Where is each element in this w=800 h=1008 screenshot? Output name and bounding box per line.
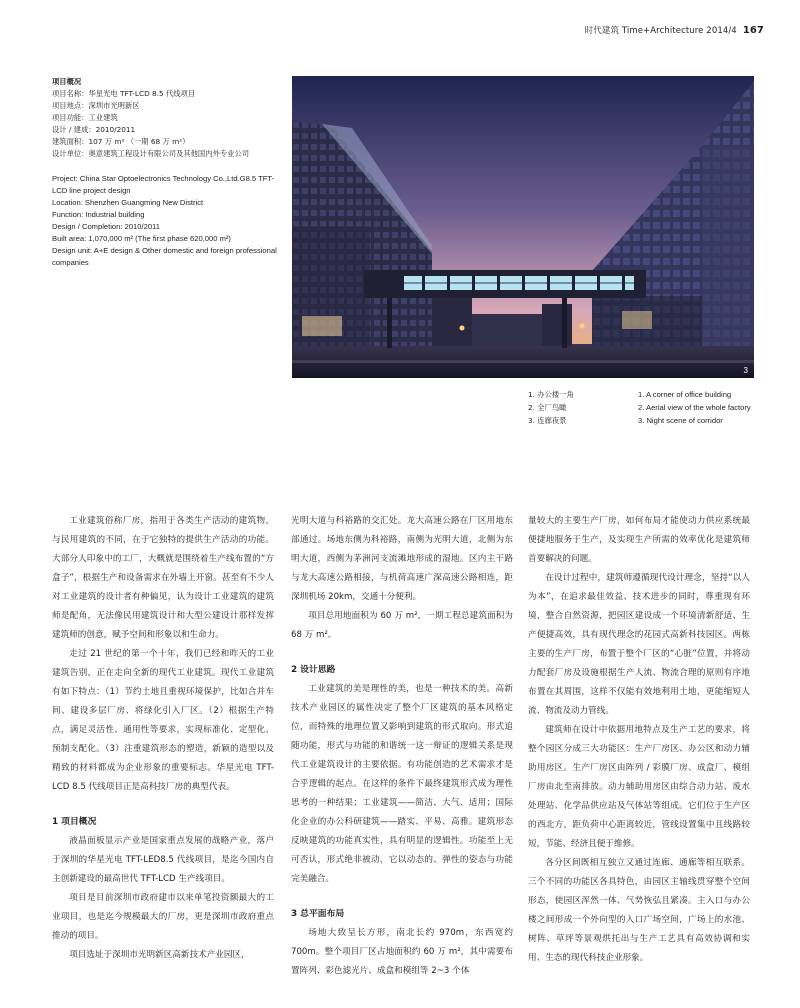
- paragraph: 在设计过程中，建筑师遵循现代设计理念，坚持“以人为本”，在追求最佳效益、技术进步的同时，尊重现有环境，整合自然资源，把园区建设成一个环境清新舒适、生产便捷高效，具有现代理念的花园式高新科技园区。两栋主要的生产厂房，布置于整个厂区的“心脏”位置，并将动力配套厂房及设施根据生产人流、物流合理的原则有序地布置在其周围，这样不仅能有效地利用土地，更能缩短人流、物流及动力管线。: [528, 573, 750, 716]
- paragraph: 各分区间既相互独立又通过连廊、通廊等相互联系。三个不同的功能区各具特色，由园区主轴线贯穿整个空间形态，使园区浑然一体、气势恢弘且紧凑。主入口与办公楼之间形成一个外向型的入口广场空间，广场上的水池、树阵、草坪等景观烘托出与生产工艺具有高效协调和实用、生态的现代科技企业形象。: [528, 858, 750, 963]
- info-zh-line: 项目功能：工业建筑: [52, 113, 118, 122]
- page-number: 167: [742, 25, 764, 36]
- section-heading: 3 总平面布局: [291, 909, 345, 919]
- figure-captions-chinese: [528, 388, 574, 427]
- caption-zh: 2. 全厂鸟瞰: [528, 403, 567, 412]
- section-heading: 1 项目概况: [52, 817, 97, 827]
- paragraph: 液晶面板显示产业是国家重点发展的战略产业，落户于深圳的华星光电 TFT-LED8.5 代线项目，是迄今国内自主创新建设的最高世代 TFT-LCD 生产线项目。: [52, 836, 274, 884]
- paragraph: 走过 21 世纪的第一个十年，我们已经和昨天的工业建筑告别，正在走向全新的现代工业建筑。现代工业建筑有如下特点：（1）节约土地且重视环境保护，比如合并车间、建设多层厂房、将绿化引入厂区。（2）根据生产特点，满足灵活性、通用性等要求，实现标准化、定型化、预制支配化。（3）注重建筑形态的塑造，新颖的造型以及精致的材料都成为企业形象的重要标志。华星光电 TFT-LCD 8.5 代线项目正是高科技厂房的典型代表。: [52, 649, 274, 792]
- info-zh-line: 设计单位：奥意建筑工程设计有限公司及其他国内外专业公司: [52, 149, 250, 158]
- corridor-night-photo: [292, 76, 754, 378]
- figure-captions-english: [638, 388, 751, 427]
- paragraph: 项目总用地面积为 60 万 m²，一期工程总建筑面积为 68 万 m²。: [291, 611, 513, 640]
- info-zh-line: 项目地点：深圳市光明新区: [52, 101, 140, 110]
- info-en-line: Built area: 1,070,000 m² (The first phase 620,000 m²): [52, 234, 231, 243]
- caption-en: 1. A corner of office building: [638, 390, 732, 399]
- project-info-title: 项目概况: [52, 77, 82, 86]
- body-column-3: [528, 512, 750, 968]
- body-column-1: [52, 512, 274, 965]
- journal-title: 时代建筑 Time+Architecture 2014/4: [584, 26, 737, 36]
- body-column-2: [291, 512, 513, 981]
- paragraph: 项目选址于深圳市光明新区高新技术产业园区，: [69, 950, 250, 960]
- corridor-night-illustration: [292, 76, 754, 378]
- paragraph: 光明大道与科裕路的交汇处。龙大高速公路在厂区用地东部通过。场地东侧为科裕路，南侧为光明大道，北侧为东明大道，西侧为茅洲河支流滩地形成的湿地。区内主干路与龙大高速公路相接，与机荷高速广深高速公路相连，距深圳机场 20km，交通十分便利。: [291, 516, 513, 602]
- info-en-line: Design unit: A+E design & Other domestic and foreign professional companies: [52, 246, 277, 267]
- info-en-line: Design / Completion: 2010/2011: [52, 222, 160, 231]
- caption-zh: 3. 连廊夜景: [528, 416, 567, 425]
- caption-zh: 1. 办公楼一角: [528, 390, 574, 399]
- paragraph: 工业建筑俗称厂房，指用于各类生产活动的建筑物。与民用建筑的不同，在于它独特的提供生产活动的功能。大部分人印象中的工厂，大概就是围绕着生产线布置的“方盒子”，根据生产和设备需求在外墙上开窗。甚至有不少人对工业建筑的设计者有种偏见，认为设计工业建筑的建筑师是配角，无法像民用建筑设计和大型公建设计那样发挥建筑师的创意，赋予空间和形象以和生命力。: [52, 516, 274, 640]
- paragraph: 工业建筑的美是理性的美，也是一种技术的美。高新技术产业园区的属性决定了整个厂区建筑的基本风格定位，而特殊的地理位置又影响到建筑的形式取向。形式追随功能，形式与功能的和谐统一这一辩证的逻辑关系是现代工业建筑设计的主要依据。有功能创造的艺术需求才是合乎逻辑的起点。在这样的条件下最终建筑形式成为理性思考的一种结果；工业建筑——简洁、大气、适用；国际化企业的办公科研建筑——踏实、平易、高雅。建筑形态反映建筑的功能真实性，具有明显的逻辑性。功能至上无可否认，形式绝非被动，它以动态的、弹性的姿态与功能完美融合。: [291, 684, 513, 884]
- running-header: [585, 24, 764, 36]
- caption-en: 2. Aerial view of the whole factory: [638, 403, 751, 412]
- info-zh-line: 设计 / 建成：2010/2011: [52, 125, 136, 134]
- project-info-chinese: [52, 88, 287, 160]
- paragraph: 场地大致呈长方形，南北长约 970m，东西宽约 700m。整个项目厂区占地面积约 60 万 m²，其中需要布置阵列、彩色滤光片、成盒和模组等 2~3 个体: [291, 928, 513, 976]
- info-en-line: Project: China Star Optoelectronics Technology Co.,Ltd.G8.5 TFT-LCD line project design: [52, 174, 275, 195]
- paragraph: 建筑师在设计中依据用地特点及生产工艺的要求，将整个园区分成三大功能区：生产厂房区、办公区和动力辅助用房区。生产厂房区由阵列 / 彩膜厂房、成盒厂、模组厂房由北至南排放。动力辅助用房区由综合动力站、废水处理站、化学品供应站及气体站等组成。它们位于生产区的西北方，距负荷中心距离较近，管线设置集中且线路较短，节能、经济且便于维修。: [528, 725, 750, 849]
- figure-number: 3: [743, 366, 748, 375]
- project-info: [52, 76, 287, 269]
- paragraph: 量较大的主要生产厂房，如何布局才能使动力供应系统最便捷地服务于生产，及实现生产所需的效率优化是建筑师首要解决的问题。: [528, 516, 750, 564]
- caption-en: 3. Night scene of corridor: [638, 416, 723, 425]
- info-en-line: Location: Shenzhen Guangming New District: [52, 198, 204, 207]
- info-zh-line: 项目名称：华星光电 TFT-LCD 8.5 代线项目: [52, 89, 196, 98]
- project-info-english: [52, 173, 287, 269]
- section-heading: 2 设计思路: [291, 665, 336, 675]
- paragraph: 项目是目前深圳市政府建市以来单笔投资额最大的工业项目，也是迄今规模最大的厂房，更是深圳市政府重点推动的项目。: [52, 893, 274, 941]
- info-zh-line: 建筑面积：107 万 m² （一期 68 万 m²）: [52, 137, 190, 146]
- info-en-line: Function: Industrial building: [52, 210, 145, 219]
